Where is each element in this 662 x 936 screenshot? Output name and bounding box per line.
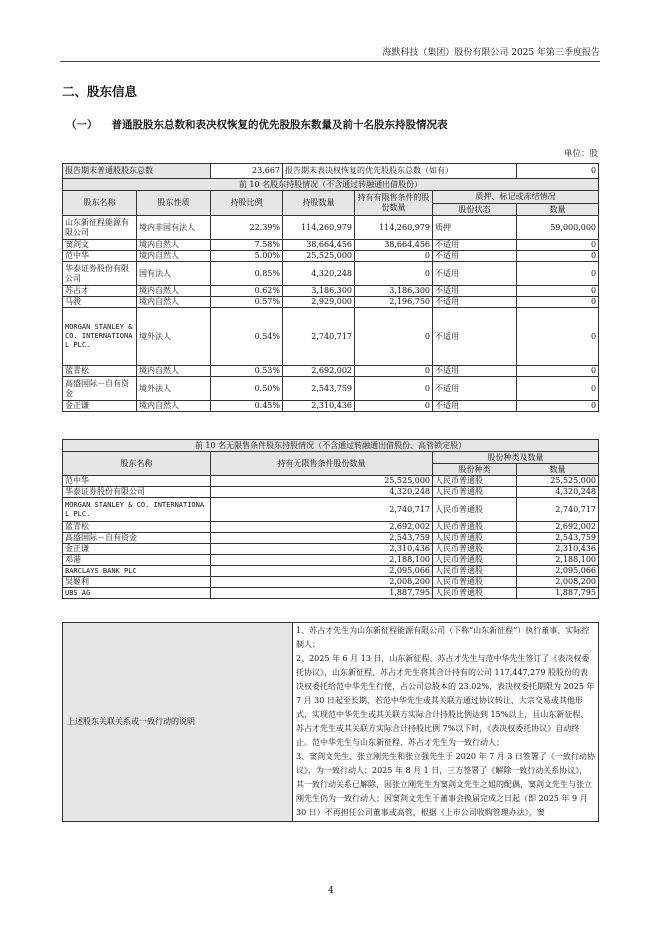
- relation-label: 上述股东关联关系或一致行动的说明: [63, 623, 293, 822]
- col-header-pledge-status: 股份状态: [433, 204, 517, 216]
- shareholding-count: 2,929,000: [283, 297, 355, 308]
- shareholder-nature: 境内自然人: [137, 240, 211, 251]
- unrestricted-shareholders-table: [62, 439, 599, 599]
- top10-header-row: [63, 191, 599, 204]
- pledge-count: 0: [517, 366, 599, 377]
- col-header-u-count: 持有无限售条件股份数量: [211, 452, 433, 476]
- col-header-pledge-group: 质押、标记或冻结情况: [433, 191, 599, 204]
- shareholder-nature: 境内自然人: [137, 366, 211, 377]
- restricted-count: 2,196,750: [355, 297, 433, 308]
- unrestricted-count: 2,692,002: [211, 522, 433, 533]
- unrestricted-count: 2,310,436: [211, 544, 433, 555]
- shareholder-name: 高盛国际－自有资金: [63, 533, 211, 544]
- top10-title: 前 10 名股东持股情况（不含通过转融通出借股份）: [63, 179, 599, 191]
- shareholder-name: 窦剑文: [63, 240, 137, 251]
- unrestricted-count: 2,543,759: [211, 533, 433, 544]
- table-row: [63, 476, 599, 487]
- share-kind: 人民币普通股: [433, 498, 517, 522]
- pledge-count: 0: [517, 377, 599, 401]
- shareholding-count: 3,186,300: [283, 286, 355, 297]
- page-header: 海默科技（集团）股份有限公司 2025 年第三季度报告: [382, 48, 600, 58]
- restricted-count: 3,186,300: [355, 286, 433, 297]
- pledge-count: 0: [517, 297, 599, 308]
- table-row: [63, 555, 599, 566]
- shareholding-count: 25,525,000: [283, 251, 355, 262]
- shareholder-name: BARCLAYS BANK PLC: [63, 566, 211, 577]
- table-row: [63, 588, 599, 599]
- unrestricted-count: 2,008,200: [211, 577, 433, 588]
- pledge-status: 不适用: [433, 251, 517, 262]
- shareholding-count: 2,310,436: [283, 401, 355, 412]
- unrestricted-count: 2,095,066: [211, 566, 433, 577]
- shareholder-name: 金正谦: [63, 401, 137, 412]
- subsection-text: 普通股股东总数和表决权恢复的优先股股东数量及前十名股东持股情况表: [111, 119, 448, 131]
- table-row: [63, 297, 599, 308]
- table-row: [63, 286, 599, 297]
- col-header-count: 持股数量: [283, 191, 355, 216]
- shareholding-ratio: 0.50%: [211, 377, 283, 401]
- relation-row: [63, 623, 599, 822]
- unit-label: 单位：股: [563, 149, 598, 159]
- col-header-kind: 股份种类: [433, 464, 517, 476]
- shareholder-name: 苏占才: [63, 286, 137, 297]
- share-kind: 人民币普通股: [433, 555, 517, 566]
- shareholder-nature: 境外法人: [137, 308, 211, 366]
- share-kind-count: 2,008,200: [517, 577, 599, 588]
- table-row: [63, 522, 599, 533]
- share-kind-count: 2,692,002: [517, 522, 599, 533]
- shareholder-nature: 境内自然人: [137, 297, 211, 308]
- restricted-count: 114,260,979: [355, 216, 433, 240]
- shareholder-nature: 境外法人: [137, 377, 211, 401]
- shareholding-count: 38,664,456: [283, 240, 355, 251]
- col-header-pledge-count: 数量: [517, 204, 599, 216]
- shareholding-ratio: 5.00%: [211, 251, 283, 262]
- relation-paragraph: 1、苏占才先生为山东新征程能源有限公司（下称“山东新征程”）执行董事、实际控制人；: [296, 626, 590, 649]
- shareholder-name: 山东新征程能源有限公司: [63, 216, 137, 240]
- shareholder-name: 邓港: [63, 555, 211, 566]
- shareholder-name: 范中华: [63, 251, 137, 262]
- section-title: 二、股东信息: [62, 84, 138, 99]
- pledge-status: 不适用: [433, 377, 517, 401]
- table-row: [63, 262, 599, 286]
- col-header-name: 股东名称: [63, 191, 137, 216]
- preferred-holders-label: 报告期末表决权恢复的优先股股东总数（如有）: [283, 164, 517, 179]
- unrestricted-count: 4,320,248: [211, 487, 433, 498]
- restricted-count: 0: [355, 377, 433, 401]
- share-kind-count: 4,320,248: [517, 487, 599, 498]
- relation-table: [62, 622, 599, 822]
- shareholder-name: 吴姬利: [63, 577, 211, 588]
- table-row: [63, 308, 599, 366]
- col-header-nature: 股东性质: [137, 191, 211, 216]
- shareholder-name: MORGAN STANLEY & CO. INTERNATIONAL PLC.: [63, 308, 137, 366]
- shareholding-count: 2,692,002: [283, 366, 355, 377]
- share-kind-count: 2,310,436: [517, 544, 599, 555]
- unrestricted-title-row: [63, 440, 599, 452]
- unrestricted-header-row: [63, 452, 599, 464]
- shareholder-name: 高盛国际－自有资金: [63, 377, 137, 401]
- relation-paragraph: 2、2025 年 6 月 13 日，山东新征程、苏占才先生与范中华先生签订了《表决权委托协议》，山东新征程、苏占才先生将其合计持有的公司 117,447,279 股股份的表决权委托给范中华先生行使，占公司总股本的 23.02%，表决权委托期限为 2025 年 7 月 30 日起至长期，若范中华先生或其关联方通过协议转让、大宗交易或其他形式，实现范中华先生或其关联方实际合计持股比例达到 15%以上，且山东新征程、苏占才先生或其关联方实际合计持股比例 7%以下时，《表决权委托协议》自动终止。范中华先生与山东新征程、苏占才先生为一致行动人；: [296, 654, 595, 747]
- shareholding-ratio: 0.62%: [211, 286, 283, 297]
- top10-shareholders-table: [62, 163, 599, 412]
- pledge-status: 质押: [433, 216, 517, 240]
- pledge-count: 0: [517, 308, 599, 366]
- shareholder-nature: 境内自然人: [137, 251, 211, 262]
- shareholder-name: 范中华: [63, 476, 211, 487]
- shareholding-ratio: 0.54%: [211, 308, 283, 366]
- share-kind: 人民币普通股: [433, 533, 517, 544]
- share-kind-count: 1,887,795: [517, 588, 599, 599]
- pledge-count: 0: [517, 401, 599, 412]
- restricted-count: 0: [355, 401, 433, 412]
- col-header-u-name: 股东名称: [63, 452, 211, 476]
- shareholding-count: 114,260,979: [283, 216, 355, 240]
- common-holders-label: 报告期末普通股股东总数: [63, 164, 211, 179]
- col-header-kind-group: 股份种类及数量: [433, 452, 599, 464]
- table-row: [63, 251, 599, 262]
- relation-paragraph: 3、窦剑文先生、张立刚先生和张立强先生于 2020 年 7 月 3 日签署了《一致行动协议》，为一致行动人；2025 年 8 月 1 日，三方签署了《解除一致行动关系协议》，其一致行动关系已解除，因张立刚先生为窦剑文先生之姐的配偶，窦剑文先生与张立刚先生仍为一致行动人；因窦剑文先生于董事会换届完成之日起（即 2025 年 9 月 30 日）不再担任公司董事或高管，根据《上市公司收购管理办法》，窦: [296, 752, 595, 817]
- shareholder-name: 华泰证券股份有限公司: [63, 262, 137, 286]
- shareholding-ratio: 7.58%: [211, 240, 283, 251]
- shareholding-ratio: 22.39%: [211, 216, 283, 240]
- relation-text: [293, 623, 599, 822]
- shareholding-ratio: 0.45%: [211, 401, 283, 412]
- share-kind: 人民币普通股: [433, 588, 517, 599]
- table-row: [63, 366, 599, 377]
- shareholding-count: 4,320,248: [283, 262, 355, 286]
- shareholder-nature: 境内自然人: [137, 286, 211, 297]
- share-kind-count: 2,188,100: [517, 555, 599, 566]
- subsection-number: （一）: [66, 119, 98, 131]
- pledge-count: 0: [517, 286, 599, 297]
- table-row: [63, 487, 599, 498]
- pledge-count: 0: [517, 262, 599, 286]
- shareholder-nature: 境内自然人: [137, 401, 211, 412]
- restricted-count: 0: [355, 251, 433, 262]
- shareholder-nature: 国有法人: [137, 262, 211, 286]
- table-row: [63, 544, 599, 555]
- share-kind-count: 2,740,717: [517, 498, 599, 522]
- col-header-ratio: 持股比例: [211, 191, 283, 216]
- pledge-status: 不适用: [433, 366, 517, 377]
- table-row: [63, 240, 599, 251]
- restricted-count: 0: [355, 366, 433, 377]
- shareholder-name: UBS AG: [63, 588, 211, 599]
- shareholder-name: 蓝青松: [63, 366, 137, 377]
- shareholding-ratio: 0.53%: [211, 366, 283, 377]
- shareholding-ratio: 0.85%: [211, 262, 283, 286]
- shareholder-name: 蓝青松: [63, 522, 211, 533]
- unrestricted-title: 前 10 名无限售条件股东持股情况（不含通过转融通出借股份、高管锁定股）: [63, 440, 599, 452]
- pledge-status: 不适用: [433, 308, 517, 366]
- share-kind-count: 25,525,000: [517, 476, 599, 487]
- table-row: [63, 533, 599, 544]
- table-row: [63, 377, 599, 401]
- pledge-count: 0: [517, 251, 599, 262]
- table-row: [63, 216, 599, 240]
- share-kind: 人民币普通股: [433, 487, 517, 498]
- share-kind: 人民币普通股: [433, 544, 517, 555]
- preferred-holders-value: 0: [517, 164, 599, 179]
- restricted-count: 38,664,456: [355, 240, 433, 251]
- restricted-count: 0: [355, 262, 433, 286]
- share-kind-count: 2,543,759: [517, 533, 599, 544]
- share-kind-count: 2,095,066: [517, 566, 599, 577]
- table-row: [63, 401, 599, 412]
- shareholder-name: MORGAN STANLEY & CO. INTERNATIONAL PLC.: [63, 498, 211, 522]
- header-divider: [60, 61, 600, 62]
- shareholding-ratio: 0.57%: [211, 297, 283, 308]
- col-header-kind-count: 数量: [517, 464, 599, 476]
- table-row: [63, 577, 599, 588]
- pledge-count: 0: [517, 240, 599, 251]
- summary-row: [63, 164, 599, 179]
- unrestricted-count: 25,525,000: [211, 476, 433, 487]
- share-kind: 人民币普通股: [433, 522, 517, 533]
- share-kind: 人民币普通股: [433, 566, 517, 577]
- unrestricted-count: 2,740,717: [211, 498, 433, 522]
- pledge-count: 59,000,000: [517, 216, 599, 240]
- share-kind: 人民币普通股: [433, 476, 517, 487]
- page-number: 4: [328, 886, 334, 896]
- common-holders-value: 23,667: [211, 164, 283, 179]
- pledge-status: 不适用: [433, 240, 517, 251]
- shareholding-count: 2,740,717: [283, 308, 355, 366]
- subsection-title: [66, 117, 448, 132]
- pledge-status: 不适用: [433, 262, 517, 286]
- col-header-restricted: 持有有限售条件的股份数量: [355, 191, 433, 216]
- pledge-status: 不适用: [433, 286, 517, 297]
- top10-title-row: [63, 179, 599, 191]
- shareholder-name: 金正谦: [63, 544, 211, 555]
- table-row: [63, 498, 599, 522]
- shareholder-name: 华泰证券股份有限公司: [63, 487, 211, 498]
- share-kind: 人民币普通股: [433, 577, 517, 588]
- shareholding-count: 2,543,759: [283, 377, 355, 401]
- pledge-status: 不适用: [433, 401, 517, 412]
- shareholder-nature: 境内非国有法人: [137, 216, 211, 240]
- table-row: [63, 566, 599, 577]
- unrestricted-count: 1,887,795: [211, 588, 433, 599]
- pledge-status: 不适用: [433, 297, 517, 308]
- unrestricted-count: 2,188,100: [211, 555, 433, 566]
- restricted-count: 0: [355, 308, 433, 366]
- shareholder-name: 马骏: [63, 297, 137, 308]
